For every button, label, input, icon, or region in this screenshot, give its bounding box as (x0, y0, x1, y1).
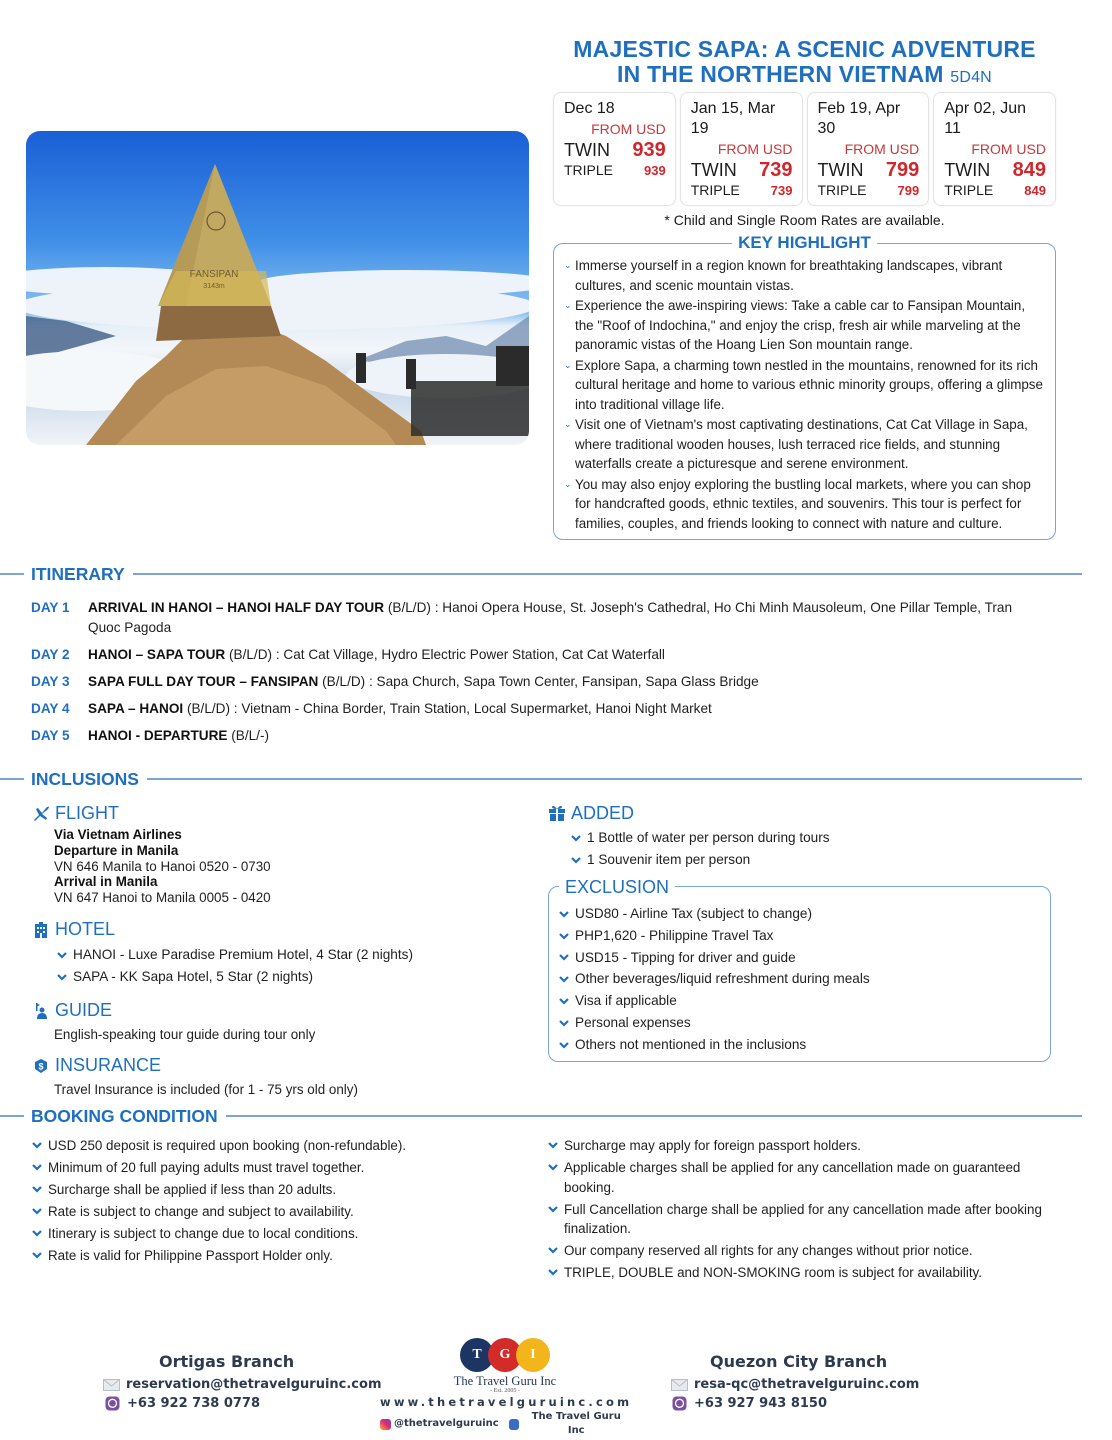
booking-item: TRIPLE, DOUBLE and NON-SMOKING room is subject for availability. (564, 1265, 982, 1280)
branch-email-row (670, 1375, 930, 1394)
day-details: : Cat Cat Village, Hydro Electric Power Station, Cat Cat Waterfall (275, 646, 665, 662)
list-item (548, 1200, 1048, 1239)
list-item (57, 944, 531, 966)
day-label: DAY 1 (31, 600, 70, 615)
day-meals: (B/L/-) (231, 727, 270, 743)
booking-item: USD 250 deposit is required upon booking (non-refundable). (48, 1138, 407, 1153)
chevron-down-icon (559, 952, 569, 962)
branch-phone[interactable]: +63 922 738 0778 (127, 1396, 261, 1411)
chevron-down-icon (548, 1162, 558, 1172)
triple-label: TRIPLE (564, 162, 614, 178)
guide-title: GUIDE (55, 1000, 113, 1021)
list-item (564, 296, 1043, 355)
hotel-icon (31, 920, 51, 940)
booking-list-right (548, 1136, 1048, 1283)
added-heading (547, 802, 1057, 824)
chevron-down-icon (32, 1228, 42, 1238)
gift-icon (547, 803, 567, 823)
chevron-down-icon (559, 931, 569, 941)
chevron-down-icon (57, 972, 67, 982)
hero-image (26, 131, 529, 445)
price-card-from-label: FROM USD (591, 121, 666, 137)
added-item: 1 Bottle of water per person during tours (587, 830, 830, 845)
booking-item: Minimum of 20 full paying adults must travel together. (48, 1160, 365, 1175)
chevron-down-icon (548, 1267, 558, 1277)
day-name: HANOI - DEPARTURE (88, 727, 228, 743)
day-label: DAY 2 (31, 646, 70, 662)
price-card-dates: Apr 02, Jun 11 (944, 100, 1027, 137)
highlight-text: Experience the awe-inspiring views: Take a cable car to Fansipan Mountain, the "Roof of Indochina," and enjoy the crisp, fresh air while marveling at the panoramic vistas of the Hoang Lien Son mountain range. (575, 298, 1026, 352)
branch-name: Quezon City Branch (710, 1352, 888, 1371)
day-name: ARRIVAL IN HANOI – HANOI HALF DAY TOUR (88, 600, 385, 615)
branch-phone-row (670, 1394, 930, 1413)
chevron-down-icon (548, 1245, 558, 1255)
highlight-text: Visit one of Vietnam's most captivating destinations, Cat Cat Village in Sapa, where traditional wooden houses, lush terraced rice fields, and stunning waterfalls create a picturesque and serene environment. (575, 417, 1028, 471)
list-item (559, 947, 1040, 969)
company-logo (380, 1338, 633, 1438)
triple-price: 849 (1024, 183, 1046, 198)
price-card-dates: Jan 15, Mar 19 (690, 100, 776, 137)
chevron-down-icon (32, 1162, 42, 1172)
exclusion-title: EXCLUSION (559, 877, 675, 898)
added-title: ADDED (571, 802, 635, 823)
logo-circles (380, 1338, 630, 1374)
list-item (559, 1034, 1040, 1056)
price-cards (553, 92, 1056, 206)
chevron-down-icon (548, 1204, 558, 1214)
inclusions-header (0, 769, 1082, 789)
day-meals: (B/L/D) (229, 646, 273, 662)
tour-title (552, 37, 1057, 90)
booking-item: Itinerary is subject to change due to local conditions. (48, 1226, 359, 1241)
tour-title-line2: IN THE NORTHERN VIETNAM (617, 61, 944, 87)
day-details: : Vietnam - China Border, Train Station, Local Supermarket, Hanoi Night Market (233, 700, 712, 716)
arrival-flight: VN 647 Hanoi to Manila 0005 - 0420 (54, 890, 271, 906)
itinerary-header (0, 564, 1082, 584)
hotel-heading (31, 919, 531, 941)
day-label: DAY 3 (31, 673, 70, 689)
chevron-down-icon (32, 1140, 42, 1150)
chevron-bullet-icon: ⌄ (564, 300, 572, 310)
list-item (564, 256, 1043, 295)
list-item (32, 1158, 532, 1178)
exclusion-item: USD80 - Airline Tax (subject to change) (575, 906, 813, 921)
list-item (559, 903, 1040, 925)
exclusion-item: PHP1,620 - Philippine Travel Tax (575, 927, 774, 943)
rates-note: * Child and Single Room Rates are available. (664, 212, 945, 228)
arrival-label: Arrival in Manila (54, 874, 158, 890)
mail-icon (103, 1378, 120, 1392)
inclusions-left-column (31, 802, 531, 1100)
list-item (548, 1241, 1048, 1261)
triple-label: TRIPLE (817, 182, 867, 198)
inclusions-title: INCLUSIONS (24, 769, 147, 790)
logo-circle-g: G (488, 1338, 522, 1372)
guide-text: English-speaking tour guide during tour only (54, 1026, 316, 1042)
key-highlight-list (564, 256, 1043, 533)
company-name: The Travel Guru Inc (453, 1374, 557, 1388)
hotel-item: HANOI - Luxe Paradise Premium Hotel, 4 Star (2 nights) (73, 946, 413, 962)
booking-left-column (32, 1136, 532, 1268)
twin-price: 739 (759, 159, 793, 181)
flight-heading (31, 802, 531, 824)
booking-item: Rate is subject to change and subject to availability. (48, 1204, 354, 1219)
chevron-down-icon (57, 950, 67, 960)
itinerary-list (31, 598, 1031, 753)
booking-header (0, 1106, 1082, 1126)
chevron-bullet-icon: ⌄ (564, 359, 572, 370)
price-card-from-label: FROM USD (971, 141, 1046, 157)
booking-item: Rate is valid for Philippine Passport Holder only. (48, 1248, 333, 1263)
chevron-down-icon (32, 1250, 42, 1260)
booking-item: Surcharge may apply for foreign passport holders. (564, 1138, 861, 1153)
itinerary-day (31, 672, 1031, 692)
highlight-text: Immerse yourself in a region known for breathtaking landscapes, vibrant cultures, and scenic mountain vistas. (575, 258, 1003, 293)
chevron-down-icon (571, 833, 581, 843)
price-card (933, 92, 1056, 206)
branch-email-row (103, 1375, 382, 1394)
booking-item: Our company reserved all rights for any changes without prior notice. (564, 1243, 973, 1258)
list-item (571, 849, 1057, 871)
chevron-down-icon (559, 974, 569, 984)
day-details: : Hanoi Opera House, St. Joseph's Cathedral, Ho Chi Minh Mausoleum, One Pillar Temple, Tran Quoc Pagoda (88, 600, 1013, 635)
list-item (559, 1012, 1040, 1034)
itinerary-day (31, 726, 1031, 746)
insurance-heading (31, 1055, 531, 1077)
branch-phone[interactable]: +63 927 943 8150 (694, 1396, 828, 1411)
chevron-down-icon (559, 1040, 569, 1050)
triple-price: 739 (770, 183, 793, 198)
booking-title: BOOKING CONDITION (24, 1106, 226, 1127)
day-meals: (B/L/D) (186, 700, 231, 716)
insurance-text: Travel Insurance is included (for 1 - 75 yrs old only) (54, 1081, 358, 1097)
list-item (571, 827, 1057, 849)
booking-item: Surcharge shall be applied if less than 20 adults. (48, 1182, 337, 1197)
hotel-item: SAPA - KK Sapa Hotel, 5 Star (2 nights) (73, 968, 314, 984)
price-card-dates: Feb 19, Apr 30 (817, 100, 901, 137)
day-meals: (B/L/D) (322, 673, 366, 689)
itinerary-day (31, 645, 1031, 665)
twin-price: 799 (885, 159, 920, 181)
exclusion-item: Other beverages/liquid refreshment during meals (575, 971, 870, 987)
key-highlight-box (553, 233, 1056, 540)
price-card (680, 92, 803, 206)
triple-price: 939 (644, 163, 666, 178)
day-name: HANOI – SAPA TOUR (88, 646, 226, 662)
flight-airline: Via Vietnam Airlines (54, 827, 182, 842)
chevron-down-icon (559, 1018, 569, 1028)
social-links (380, 1410, 630, 1438)
quezon-branch (670, 1352, 930, 1413)
facebook-handle: The Travel Guru Inc (531, 1411, 621, 1436)
twin-price: 939 (632, 139, 666, 161)
chevron-down-icon (571, 855, 581, 865)
booking-item: Full Cancellation charge shall be applied for any cancellation made after booking finalization. (564, 1201, 1042, 1236)
tour-duration: 5D4N (950, 69, 992, 86)
chevron-bullet-icon: ⌄ (564, 478, 572, 489)
guide-heading (31, 1000, 531, 1022)
monument-text: FANSIPAN (189, 269, 239, 280)
day-label: DAY 5 (31, 727, 70, 743)
viber-icon (103, 1397, 121, 1411)
list-item (32, 1202, 532, 1222)
day-meals: (B/L/D) (387, 600, 431, 615)
tour-title-line1: MAJESTIC SAPA: A SCENIC ADVENTURE (573, 36, 1036, 62)
exclusion-item: Visa if applicable (575, 993, 677, 1009)
twin-price: 849 (1012, 159, 1046, 181)
instagram-icon (380, 1419, 391, 1430)
branch-email[interactable]: resa-qc@thetravelguruinc.com (694, 1377, 920, 1392)
svg-text:$: $ (38, 1061, 44, 1072)
key-highlight-title: KEY HIGHLIGHT (732, 233, 877, 252)
exclusion-item: Others not mentioned in the inclusions (575, 1036, 807, 1052)
list-item (559, 968, 1040, 990)
flight-details (31, 827, 531, 906)
logo-circle-i: I (516, 1338, 550, 1372)
chevron-down-icon (559, 996, 569, 1006)
viber-icon (670, 1397, 688, 1411)
triple-label: TRIPLE (944, 182, 994, 198)
hotel-list (31, 944, 531, 988)
twin-label: TWIN (690, 160, 737, 180)
list-item (548, 1136, 1048, 1156)
fansipan-summit-illustration (26, 131, 529, 445)
mail-icon (670, 1378, 688, 1392)
list-item (564, 475, 1043, 534)
departure-flight: VN 646 Manila to Hanoi 0520 - 0730 (54, 858, 271, 874)
price-card-from-label: FROM USD (844, 141, 920, 157)
list-item (32, 1136, 532, 1156)
added-item: 1 Souvenir item per person (587, 852, 751, 867)
chevron-down-icon (548, 1140, 558, 1150)
chevron-down-icon (32, 1184, 42, 1194)
exclusion-box (548, 877, 1051, 1062)
twin-label: TWIN (944, 160, 991, 180)
monument-subtext: 3143m (203, 283, 225, 290)
highlight-text: You may also enjoy exploring the bustling local markets, where you can shop for handcrafted goods, ethnic textiles, and souvenirs. This tour is perfect for families, couples, and friends looking to connect with nature and culture. (575, 476, 1031, 531)
twin-label: TWIN (564, 140, 610, 160)
list-item (57, 966, 531, 988)
triple-price: 799 (897, 183, 920, 198)
instagram-handle: @thetravelguruinc (394, 1418, 499, 1429)
price-card (553, 92, 676, 206)
plane-icon (31, 803, 51, 823)
guide-icon (31, 1001, 51, 1021)
day-details: : Sapa Church, Sapa Town Center, Fansipan, Sapa Glass Bridge (369, 673, 759, 689)
inclusions-right-column (547, 802, 1057, 871)
day-name: SAPA FULL DAY TOUR – FANSIPAN (88, 673, 319, 689)
day-label: DAY 4 (31, 700, 70, 716)
chevron-down-icon (32, 1206, 42, 1216)
insurance-title: INSURANCE (55, 1055, 162, 1076)
twin-label: TWIN (817, 160, 864, 180)
booking-item: Applicable charges shall be applied for any cancellation made on guaranteed booking. (564, 1160, 1021, 1195)
logo-circle-t: T (460, 1338, 494, 1372)
exclusion-list (559, 903, 1040, 1056)
facebook-link[interactable] (509, 1410, 630, 1438)
booking-list-left (32, 1136, 532, 1266)
list-item (548, 1263, 1048, 1283)
booking-right-column (548, 1136, 1048, 1285)
instagram-link[interactable] (380, 1410, 499, 1438)
highlight-text: Explore Sapa, a charming town nestled in the mountains, renowned for its rich cultural heritage and home to various ethnic minority groups, offering a glimpse into traditional village life. (575, 357, 1043, 412)
branch-email[interactable]: reservation@thetravelguruinc.com (126, 1377, 382, 1392)
price-card-from-label: FROM USD (717, 141, 793, 157)
list-item (559, 990, 1040, 1012)
list-item (564, 415, 1043, 474)
price-card-dates: Dec 18 (564, 100, 615, 117)
divider (0, 778, 1082, 780)
chevron-bullet-icon: ⌄ (564, 260, 572, 270)
company-website[interactable]: www.thetravelguruinc.com (380, 1395, 633, 1409)
exclusion-item: Personal expenses (575, 1014, 691, 1030)
itinerary-day (31, 699, 1031, 719)
list-item (548, 1158, 1048, 1197)
price-card (807, 92, 930, 206)
chevron-bullet-icon: ⌄ (564, 419, 572, 429)
company-established: - Est. 2005 - (490, 1388, 520, 1394)
itinerary-day (31, 598, 1031, 637)
itinerary-title: ITINERARY (24, 564, 133, 585)
list-item (32, 1180, 532, 1200)
list-item (32, 1246, 532, 1266)
list-item (559, 925, 1040, 947)
branch-phone-row (103, 1394, 363, 1413)
departure-label: Departure in Manila (54, 842, 179, 858)
hotel-title: HOTEL (55, 919, 116, 940)
day-name: SAPA – HANOI (88, 700, 184, 716)
list-item (564, 356, 1043, 415)
flight-title: FLIGHT (55, 802, 120, 823)
facebook-icon (509, 1419, 520, 1430)
branch-name: Ortigas Branch (159, 1352, 295, 1371)
shield-dollar-icon (31, 1056, 51, 1076)
ortigas-branch (103, 1352, 382, 1413)
exclusion-item: USD15 - Tipping for driver and guide (575, 949, 796, 965)
added-list (547, 827, 1057, 871)
list-item (32, 1224, 532, 1244)
triple-label: TRIPLE (690, 182, 740, 198)
chevron-down-icon (559, 909, 569, 919)
divider (0, 573, 1082, 575)
